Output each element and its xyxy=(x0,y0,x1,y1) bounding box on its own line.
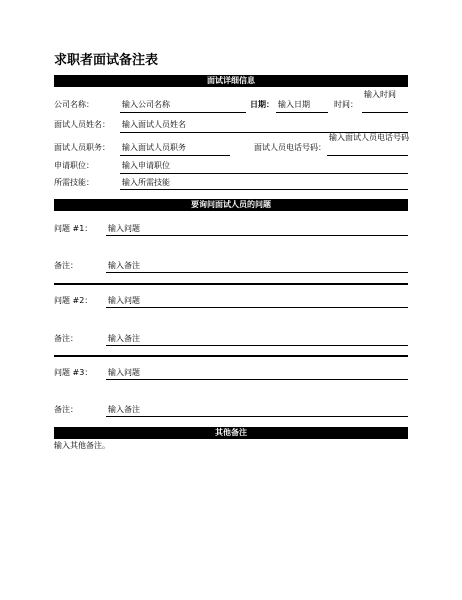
section-heading-other-notes: 其他备注 xyxy=(54,427,408,439)
company-name-label: 公司名称： xyxy=(54,100,94,109)
note-1-label: 备注： xyxy=(54,261,78,270)
question-2-field[interactable]: 输入问题 xyxy=(108,296,140,305)
required-skills-underline xyxy=(120,189,408,190)
date-field[interactable]: 输入日期 xyxy=(278,100,310,109)
note-3-underline xyxy=(106,416,408,417)
section-heading-interview-details: 面试详细信息 xyxy=(54,75,408,87)
position-applied-underline xyxy=(120,173,408,174)
note-3-field[interactable]: 输入备注 xyxy=(108,405,140,414)
question-2-label: 问题 #2： xyxy=(54,296,93,305)
interviewer-role-underline xyxy=(120,155,230,156)
interviewer-role-label: 面试人员职务： xyxy=(54,143,110,152)
date-label: 日期： xyxy=(250,100,274,109)
question-divider xyxy=(54,283,408,285)
time-label: 时间： xyxy=(334,100,358,109)
note-1-field[interactable]: 输入备注 xyxy=(108,261,140,270)
interviewer-phone-underline xyxy=(327,155,408,156)
note-2-field[interactable]: 输入备注 xyxy=(108,334,140,343)
question-3-field[interactable]: 输入问题 xyxy=(108,368,140,377)
required-skills-field[interactable]: 输入所需技能 xyxy=(122,178,170,187)
question-1-field[interactable]: 输入问题 xyxy=(108,224,140,233)
section-heading-questions: 要询问面试人员的问题 xyxy=(54,199,408,211)
position-applied-label: 申请职位： xyxy=(54,161,94,170)
interviewer-name-label: 面试人员姓名： xyxy=(54,120,110,129)
note-2-label: 备注： xyxy=(54,334,78,343)
company-name-underline xyxy=(120,112,246,113)
other-notes-field[interactable]: 输入其他备注。 xyxy=(54,441,110,450)
interviewer-role-field[interactable]: 输入面试人员职务 xyxy=(122,143,186,152)
note-2-underline xyxy=(106,345,408,346)
time-underline xyxy=(362,112,408,113)
question-2-underline xyxy=(106,307,408,308)
interviewer-phone-label: 面试人员电话号码： xyxy=(254,143,326,152)
question-1-underline xyxy=(106,235,408,236)
question-3-label: 问题 #3： xyxy=(54,368,93,377)
date-underline xyxy=(276,112,328,113)
position-applied-field[interactable]: 输入申请职位 xyxy=(122,161,170,170)
note-3-label: 备注： xyxy=(54,405,78,414)
question-divider xyxy=(54,355,408,357)
interviewer-name-field[interactable]: 输入面试人员姓名 xyxy=(122,120,186,129)
question-1-label: 问题 #1： xyxy=(54,224,93,233)
required-skills-label: 所需技能： xyxy=(54,178,94,187)
interviewer-phone-field[interactable]: 输入面试人员电话号码 xyxy=(329,133,409,142)
question-3-underline xyxy=(106,379,408,380)
form-title: 求职者面试备注表 xyxy=(54,53,159,68)
time-field[interactable]: 输入时间 xyxy=(364,90,396,99)
note-1-underline xyxy=(106,272,408,273)
company-name-field[interactable]: 输入公司名称 xyxy=(122,100,170,109)
